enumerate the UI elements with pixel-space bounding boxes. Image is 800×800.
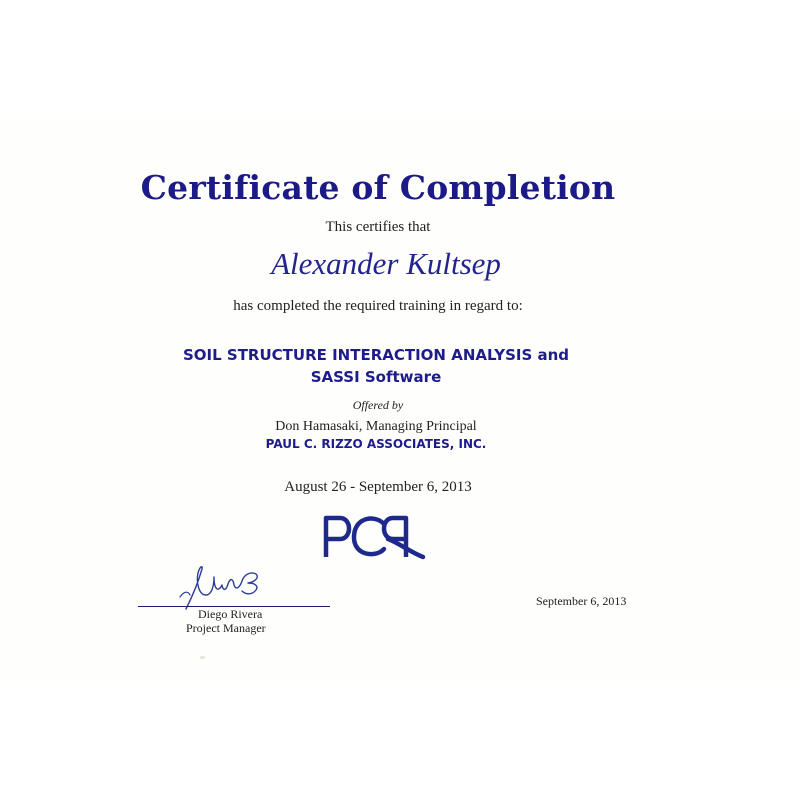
course-title-line-1: SOIL STRUCTURE INTERACTION ANALYSIS and (182, 346, 570, 364)
issue-date: September 6, 2013 (536, 594, 627, 608)
certifies-text: This certifies that (325, 219, 431, 235)
offered-by-label: Offered by (352, 398, 404, 412)
certificate-title: Certificate of Completion (140, 168, 616, 207)
course-title (0, 344, 776, 388)
pcr-logo-mark (326, 518, 423, 557)
signatory-title: Project Manager (186, 621, 266, 635)
training-dates: August 26 - September 6, 2013 (284, 479, 472, 495)
signatory-name: Diego Rivera (198, 607, 263, 621)
recipient-name: Alexander Kultsep (271, 246, 501, 281)
course-title-line-2: SASSI Software (310, 368, 442, 386)
presenter-name: Don Hamasaki, Managing Principal (275, 419, 477, 434)
completion-statement: has completed the required training in regard to: (233, 298, 523, 314)
paper-speck (200, 656, 205, 659)
company-name: PAUL C. RIZZO ASSOCIATES, INC. (265, 437, 487, 451)
pcr-logo (322, 512, 428, 560)
